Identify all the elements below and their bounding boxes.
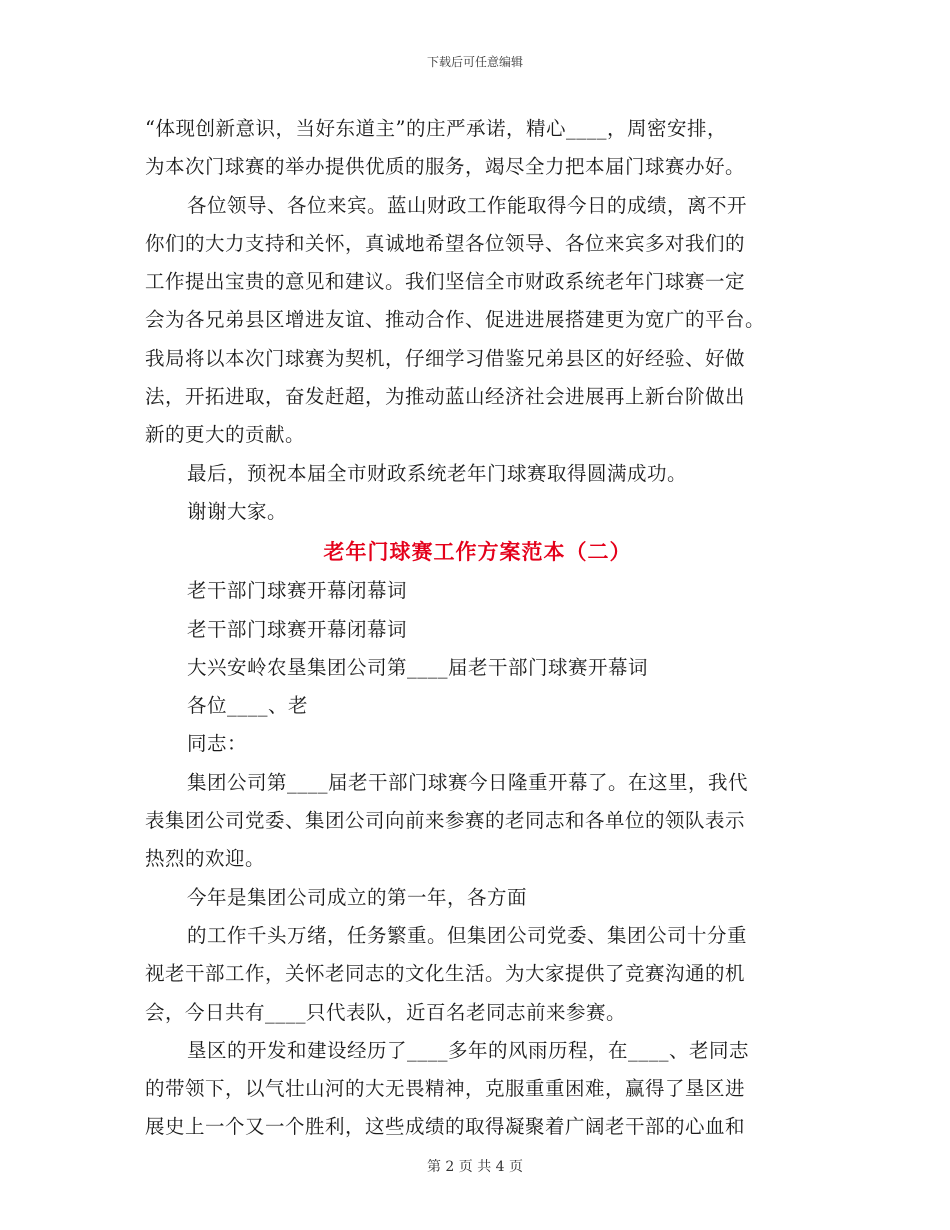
text-line: 法，开拓进取，奋发赶超，为推动蓝山经济社会进展再上新台阶做出 (145, 385, 746, 409)
text-line: 今年是集团公司成立的第一年，各方面 (187, 885, 528, 909)
text-line: 为本次门球赛的举办提供优质的服务，竭尽全力把本届门球赛办好。 (145, 155, 746, 179)
document-body (145, 110, 810, 1147)
text-line: 会为各兄弟县区增进友谊、推动合作、促进进展搭建更为宽广的平台。 (145, 308, 766, 332)
text-line: 各位____、老 (187, 694, 309, 718)
text-line: 新的更大的贡献。 (145, 423, 306, 447)
text-line: 表集团公司党委、集团公司向前来参赛的老同志和各单位的领队表示 (145, 809, 746, 833)
text-line: 谢谢大家。 (187, 499, 288, 523)
text-line: 老干部门球赛开幕闭幕词 (187, 617, 408, 641)
text-line: 视老干部工作，关怀老同志的文化生活。为大家提供了竞赛沟通的机 (145, 962, 746, 986)
text-line: “体现创新意识，当好东道主”的庄严承诺，精心____，周密安排， (145, 117, 727, 140)
text-line: 我局将以本次门球赛为契机，仔细学习借鉴兄弟县区的好经验、好做 (145, 346, 746, 370)
text-line: 垦区的开发和建设经历了____多年的风雨历程，在____、老同志 (187, 1038, 750, 1062)
paragraphs-after-title (145, 572, 810, 1146)
text-line: 最后，预祝本届全市财政系统老年门球赛取得圆满成功。 (187, 461, 688, 485)
text-line: 工作提出宝贵的意见和建议。我们坚信全市财政系统老年门球赛一定 (145, 270, 746, 294)
text-line: 的工作千头万绪，任务繁重。但集团公司党委、集团公司十分重 (187, 923, 748, 947)
text-line: 的带领下，以气壮山河的大无畏精神，克服重重困难，赢得了垦区进 (145, 1077, 746, 1101)
page-header-note: 下载后可任意编辑 (426, 55, 523, 69)
paragraphs-before-title (145, 110, 810, 531)
text-line: 各位领导、各位来宾。蓝山财政工作能取得今日的成绩，离不开 (187, 193, 748, 217)
section-title: 老年门球赛工作方案范本（二） (323, 539, 632, 565)
text-line: 展史上一个又一个胜利，这些成绩的取得凝聚着广阔老干部的心血和 (145, 1115, 746, 1139)
text-line: 集团公司第____届老干部门球赛今日隆重开幕了。在这里，我代 (187, 770, 749, 794)
page-footer-number: 第 2 页 共 4 页 (426, 1159, 524, 1175)
text-line: 同志： (187, 732, 248, 756)
text-line: 会，今日共有____只代表队，近百名老同志前来参赛。 (145, 1000, 627, 1024)
text-line: 你们的大力支持和关怀，真诚地希望各位领导、各位来宾多对我们的 (145, 231, 746, 255)
text-line: 大兴安岭农垦集团公司第____届老干部门球赛开幕词 (187, 655, 649, 679)
text-line: 热烈的欢迎。 (145, 847, 266, 871)
text-line: 老干部门球赛开幕闭幕词 (187, 579, 408, 603)
